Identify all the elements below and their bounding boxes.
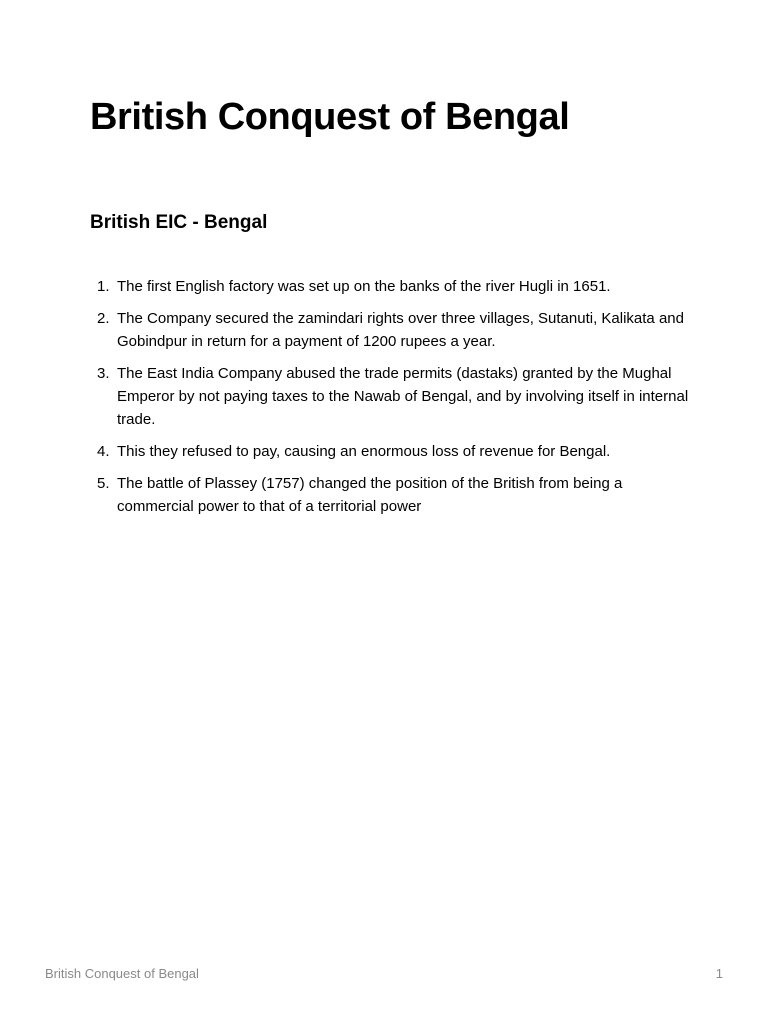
list-item-text: The battle of Plassey (1757) changed the position of the British from being a commercial power to that of a territorial power: [117, 475, 623, 515]
list-item-number: 3.: [97, 365, 110, 382]
list-item-number: 5.: [97, 475, 110, 492]
list-item-number: 4.: [97, 443, 110, 460]
list-item: [90, 307, 690, 353]
list-item: [90, 275, 690, 298]
footer-title: British Conquest of Bengal: [45, 966, 199, 981]
numbered-list: [90, 275, 690, 527]
list-item-text: The East India Company abused the trade permits (dastaks) granted by the Mughal Emperor by not paying taxes to the Nawab of Bengal, and by involving itself in internal trade.: [117, 365, 689, 428]
list-item: [90, 440, 690, 463]
page-number: 1: [715, 966, 723, 981]
list-item-number: 2.: [97, 310, 110, 327]
list-item: [90, 472, 690, 518]
section-heading: British EIC - Bengal: [90, 212, 268, 233]
list-item-text: The first English factory was set up on the banks of the river Hugli in 1651.: [117, 278, 611, 295]
list-item-text: This they refused to pay, causing an enormous loss of revenue for Bengal.: [117, 443, 611, 460]
list-item-text: The Company secured the zamindari rights over three villages, Sutanuti, Kalikata and Gobindpur in return for a payment of 1200 rupees a year.: [117, 310, 684, 350]
page-title: British Conquest of Bengal: [90, 96, 570, 138]
list-item-number: 1.: [97, 278, 110, 295]
list-item: [90, 362, 690, 431]
